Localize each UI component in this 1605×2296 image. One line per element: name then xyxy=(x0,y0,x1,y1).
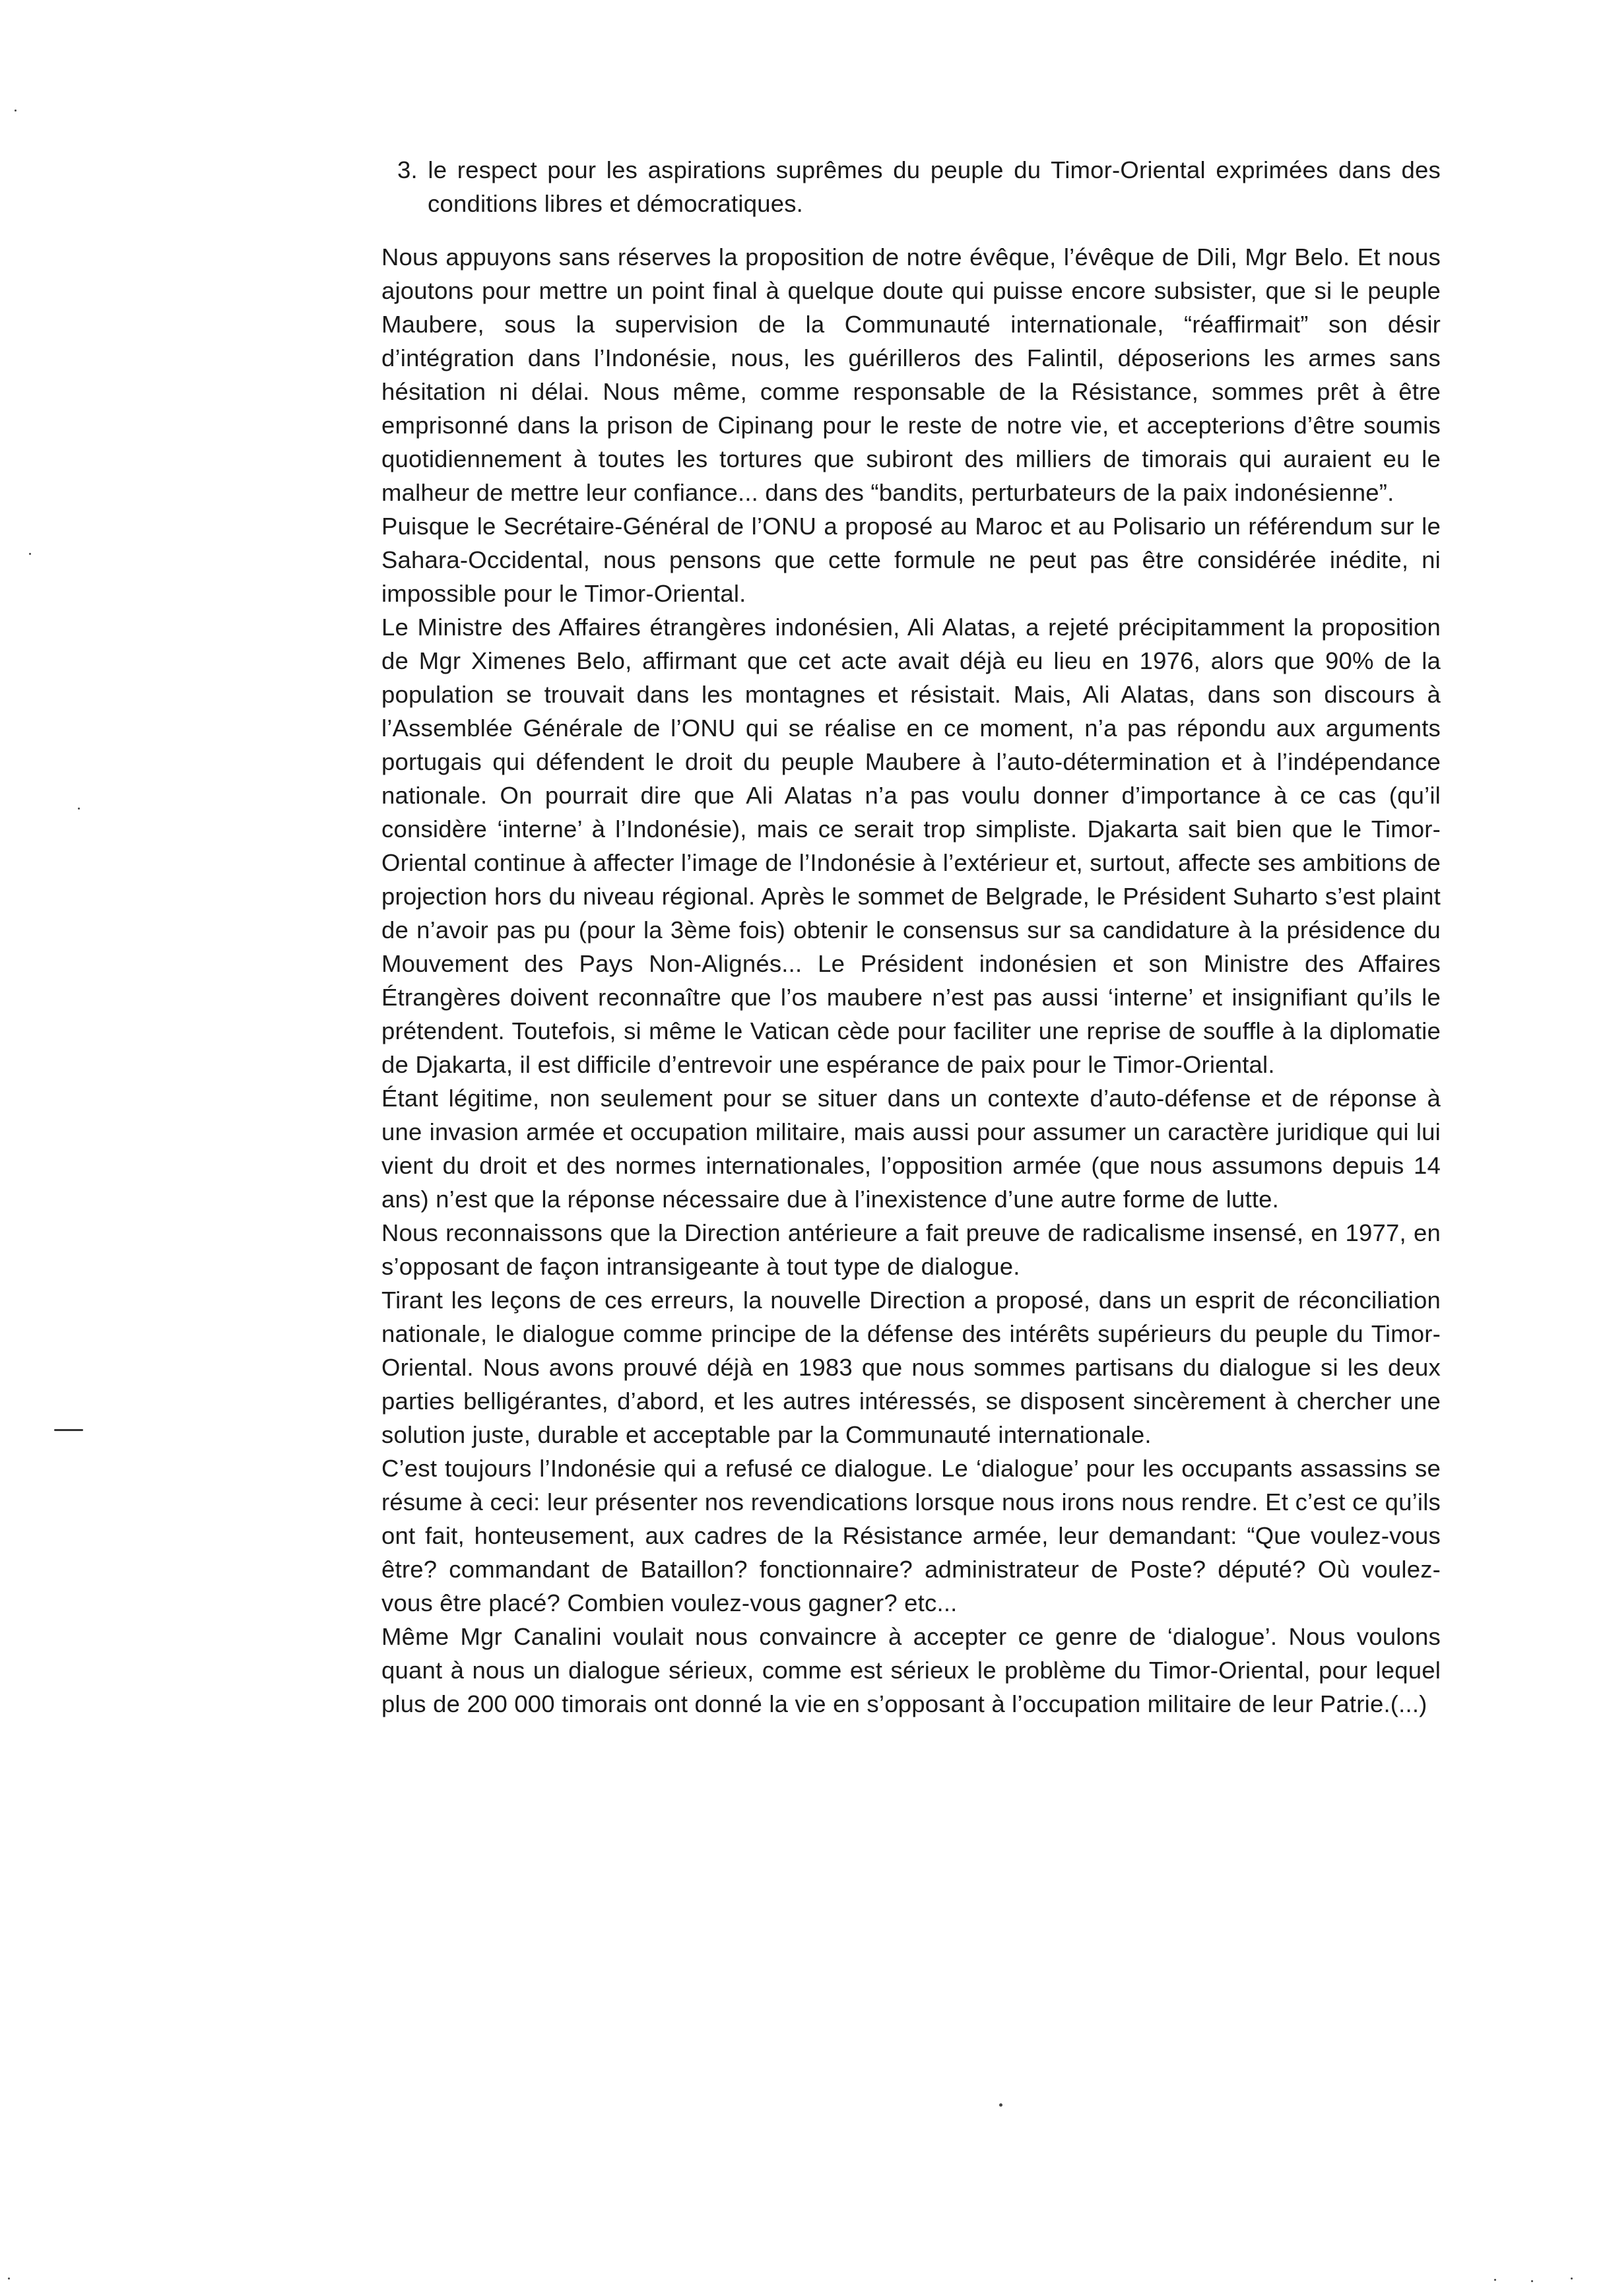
paragraph-7: C’est toujours l’Indonésie qui a refusé ce dialogue. Le ‘dialogue’ pour les occupants assassins se résume à ceci: leur présenter nos revendications lorsque nous irons nous rendre. Et c’est ce qu’ils ont fait, honteusement, aux cadres de la Résistance armée, leur demandant: “Que voulez-vous être? commandant de Bataillon? fonctionnaire? administrateur de Poste? député? Où voulez-vous être placé? Combien voulez-vous gagner? etc... xyxy=(381,1455,1441,1616)
scan-dot xyxy=(15,110,16,112)
scan-dot xyxy=(78,808,80,810)
paragraph-4: Étant légitime, non seulement pour se situer dans un contexte d’auto-défense et de réponse à une invasion armée et occupation militaire, mais aussi pour assumer un caractère juridique qui lui vient du droit et des normes internationales, l’opposition armée (que nous assumons depuis 14 ans) n’est que la réponse nécessaire due à l’inexistence d’une autre forme de lutte. xyxy=(381,1085,1441,1213)
scan-dot xyxy=(1494,2279,1496,2281)
paragraph-1: Nous appuyons sans réserves la proposition de notre évêque, l’évêque de Dili, Mgr Belo. Et nous ajoutons pour mettre un point final à quelque doute qui puisse encore subsister, que si le peuple Maubere, sous la supervision de la Communauté internationale, “réaffirmait” son désir d’intégration dans l’Indonésie, nous, les guérilleros des Falintil, déposerions les armes sans hésitation ni délai. Nous même, comme responsable de la Résistance, sommes prêt à être emprisonné dans la prison de Cipinang pour le reste de notre vie, et accepterions d’être soumis quotidiennement à toutes les tortures que subiront des milliers de timorais qui auraient eu le malheur de mettre leur confiance... dans des “bandits, perturbateurs de la paix indonésienne”. xyxy=(381,243,1441,506)
scan-dot xyxy=(999,2103,1002,2107)
list-item-3: 3. le respect pour les aspirations suprêmes du peuple du Timor-Oriental exprimées dans des conditions libres et démocratiques. xyxy=(397,156,1441,217)
scan-dot xyxy=(1531,2280,1533,2282)
paragraph-2: Puisque le Secrétaire-Général de l’ONU a proposé au Maroc et au Polisario un référendum sur le Sahara-Occidental, nous pensons que cette formule ne peut pas être considérée inédite, ni impossible pour le Timor-Oriental. xyxy=(381,513,1441,607)
paragraph-3: Le Ministre des Affaires étrangères indonésien, Ali Alatas, a rejeté précipitamment la proposition de Mgr Ximenes Belo, affirmant que cet acte avait déjà eu lieu en 1976, alors que 90% de la population se trouvait dans les montagnes et résistait. Mais, Ali Alatas, dans son discours à l’Assemblée Générale de l’ONU qui se réalise en ce moment, n’a pas répondu aux arguments portugais qui défendent le droit du peuple Maubere à l’auto-détermination et à l’indépendance nationale. On pourrait dire que Ali Alatas n’a pas voulu donner d’importance à ce cas (qu’il considère ‘interne’ à l’Indonésie), mais ce serait trop simpliste. Djakarta sait bien que le Timor-Oriental continue à affecter l’image de l’Indonésie à l’extérieur et, surtout, affecte ses ambitions de projection hors du niveau régional. Après le sommet de Belgrade, le Président Suharto s’est plaint de n’avoir pas pu (pour la 3ème fois) obtenir le consensus sur sa candidature à la présidence du Mouvement des Pays Non-Alignés... Le Président indonésien et son Ministre des Affaires Étrangères doivent reconnaître que l’os maubere n’est pas aussi ‘interne’ et insignifiant qu’ils le prétendent. Toutefois, si même le Vatican cède pour faciliter une reprise de souffle à la diplomatie de Djakarta, il est difficile d’entrevoir une espérance de paix pour le Timor-Oriental. xyxy=(381,614,1441,1078)
scan-mark xyxy=(54,1429,83,1431)
paragraph-6: Tirant les leçons de ces erreurs, la nouvelle Direction a proposé, dans un esprit de réconciliation nationale, le dialogue comme principe de la défense des intérêts supérieurs du peuple du Timor-Oriental. Nous avons prouvé déjà en 1983 que nous sommes partisans du dialogue si les deux parties belligérantes, d’abord, et les autres intéressés, se disposent sincèrement à chercher une solution juste, durable et acceptable par la Communauté internationale. xyxy=(381,1287,1441,1448)
paragraph-8: Même Mgr Canalini voulait nous convaincre à accepter ce genre de ‘dialogue’. Nous voulons quant à nous un dialogue sérieux, comme est sérieux le problème du Timor-Oriental, pour lequel plus de 200 000 timorais ont donné la vie en s’opposant à l’occupation militaire de leur Patrie.(...) xyxy=(381,1623,1441,1717)
scan-dot xyxy=(29,553,31,555)
document-body xyxy=(381,153,1441,1721)
scan-dot xyxy=(8,2278,10,2280)
paragraph-5: Nous reconnaissons que la Direction antérieure a fait preuve de radicalisme insensé, en 1977, en s’opposant de façon intransigeante à tout type de dialogue. xyxy=(381,1219,1441,1280)
scan-dot xyxy=(1571,2278,1573,2280)
